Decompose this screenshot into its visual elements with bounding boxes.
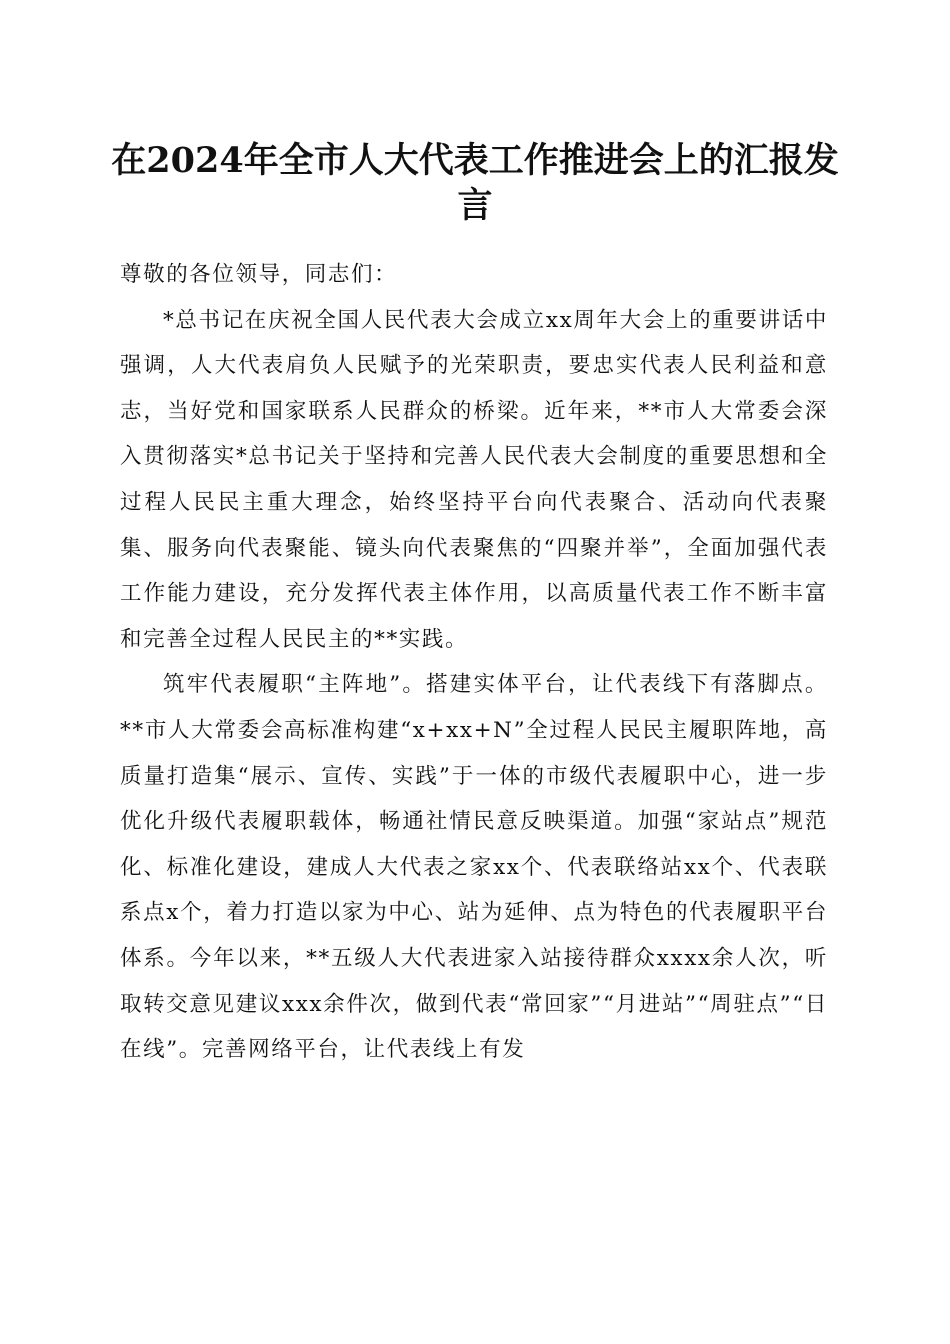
paragraph-platform: 筑牢代表履职“主阵地”。搭建实体平台，让代表线下有落脚点。**市人大常委会高标准构建“x+xx+N”全过程人民民主履职阵地，高质量打造集“展示、宣传、实践”于一体的市级代表履职中心，进一步优化升级代表履职载体，畅通社情民意反映渠道。加强“家站点”规范化、标准化建设，建成人大代表之家xx个、代表联络站xx个、代表联系点x个，着力打造以家为中心、站为延伸、点为特色的代表履职平台体系。今年以来，**五级人大代表进家入站接待群众xxxx余人次，听取转交意见建议xxx余件次，做到代表“常回家”“月进站”“周驻点”“日在线”。完善网络平台，让代表线上有发	[120, 672, 828, 1063]
document-title: 在2024年全市人大代表工作推进会上的汇报发言	[111, 140, 839, 226]
paragraph-intro: *总书记在庆祝全国人民代表大会成立xx周年大会上的重要讲话中强调，人大代表肩负人民赋予的光荣职责，要忠实代表人民利益和意志，当好党和国家联系人民群众的桥梁。近年来，**市人大常委会深入贯彻落实*总书记关于坚持和完善人民代表大会制度的重要思想和全过程人民民主重大理念，始终坚持平台向代表聚合、活动向代表聚集、服务向代表聚能、镜头向代表聚焦的“四聚并举”，全面加强代表工作能力建设，充分发挥代表主体作用，以高质量代表工作不断丰富和完善全过程人民民主的**实践。	[120, 307, 828, 652]
document-body	[120, 252, 828, 1073]
salutation: 尊敬的各位领导，同志们：	[120, 262, 398, 287]
